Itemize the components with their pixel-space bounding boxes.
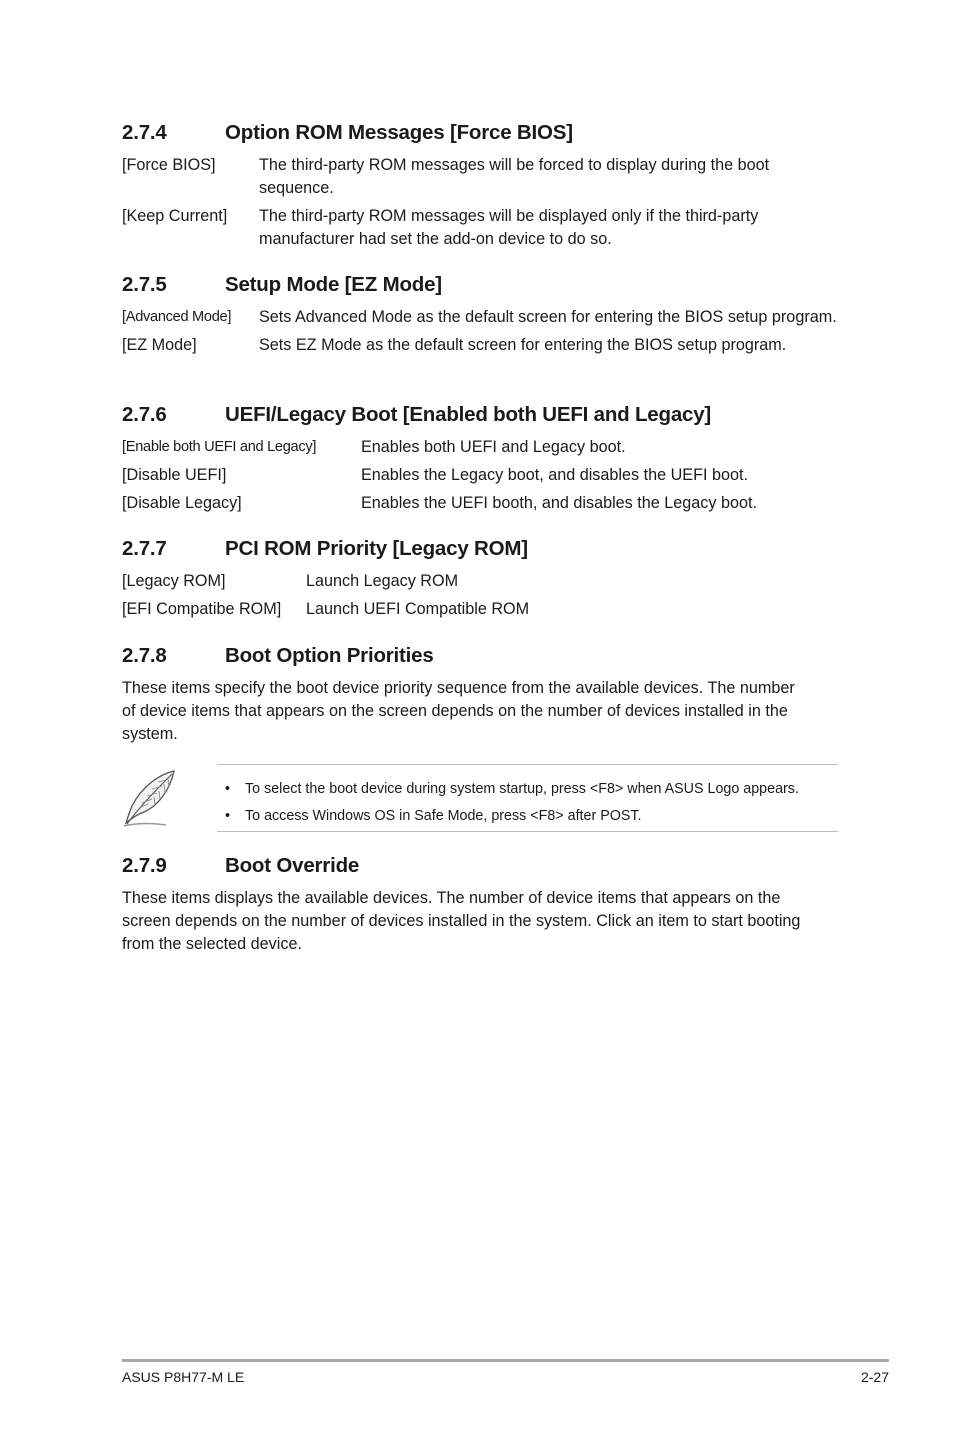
section-paragraph: These items specify the boot device priority sequence from the available devices. The number of device items that appears on the screen depends on the number of devices installed in the system. <box>122 679 795 743</box>
option-row <box>122 154 838 200</box>
bullet: • <box>225 781 231 797</box>
option-description: Launch UEFI Compatible ROM <box>306 600 530 618</box>
section-number: 2.7.6 <box>122 403 167 426</box>
section-option-rom-messages <box>122 120 838 251</box>
section-boot-option-priorities <box>122 643 838 746</box>
footer-rule <box>122 1359 889 1362</box>
option-description: Enables both UEFI and Legacy boot. <box>361 438 626 456</box>
footer-page-number: 2-27 <box>860 1369 889 1385</box>
footer-product-name: ASUS P8H77-M LE <box>122 1369 245 1385</box>
option-label: [Disable Legacy] <box>122 494 242 512</box>
section-title: Boot Option Priorities <box>225 644 434 667</box>
option-row <box>122 436 838 459</box>
section-number: 2.7.9 <box>122 854 167 877</box>
section-number: 2.7.4 <box>122 121 167 144</box>
option-label: [Enable both UEFI and Legacy] <box>122 439 317 455</box>
option-description: The third-party ROM messages will be displayed only if the third-party manufacturer had set the add-on device to do so. <box>259 207 759 248</box>
section-number: 2.7.5 <box>122 273 167 296</box>
note-divider-bottom <box>217 831 838 832</box>
option-description: Enables the Legacy boot, and disables the UEFI boot. <box>361 466 748 484</box>
option-row <box>122 464 838 487</box>
option-description: The third-party ROM messages will be forced to display during the boot sequence. <box>259 156 770 197</box>
option-description: Sets Advanced Mode as the default screen for entering the BIOS setup program. <box>259 308 837 326</box>
section-heading <box>122 120 838 146</box>
section-number: 2.7.7 <box>122 537 167 560</box>
section-title: Option ROM Messages [Force BIOS] <box>225 121 573 144</box>
section-setup-mode <box>122 272 838 357</box>
option-description: Launch Legacy ROM <box>306 572 459 590</box>
section-title: PCI ROM Priority [Legacy ROM] <box>225 537 528 560</box>
bullet: • <box>225 808 231 824</box>
section-title: Boot Override <box>225 854 360 877</box>
section-title: UEFI/Legacy Boot [Enabled both UEFI and Legacy] <box>225 403 712 426</box>
note-text: To access Windows OS in Safe Mode, press <F8> after POST. <box>245 808 642 824</box>
page-footer <box>122 1359 889 1385</box>
section-title: Setup Mode [EZ Mode] <box>225 273 442 296</box>
feather-quill-icon <box>122 768 180 828</box>
option-row <box>122 205 838 251</box>
section-boot-override <box>122 853 838 956</box>
section-heading <box>122 402 838 428</box>
option-row <box>122 334 838 357</box>
option-row <box>122 570 838 593</box>
section-heading <box>122 643 838 669</box>
section-pci-rom-priority <box>122 536 838 621</box>
section-heading <box>122 536 838 562</box>
section-number: 2.7.8 <box>122 644 167 667</box>
note-box <box>122 764 838 832</box>
footer-text <box>122 1369 889 1385</box>
note-item <box>225 803 799 830</box>
option-label: [Disable UEFI] <box>122 466 227 484</box>
option-label: [Legacy ROM] <box>122 572 226 590</box>
option-label: [Keep Current] <box>122 207 228 225</box>
note-list <box>225 776 799 830</box>
option-row <box>122 306 838 329</box>
option-label: [EFI Compatibe ROM] <box>122 600 282 618</box>
option-label: [Advanced Mode] <box>122 309 232 325</box>
section-heading <box>122 853 838 879</box>
section-heading <box>122 272 838 298</box>
note-item <box>225 776 799 803</box>
option-description: Sets EZ Mode as the default screen for entering the BIOS setup program. <box>259 336 787 354</box>
option-label: [Force BIOS] <box>122 156 216 174</box>
note-text: To select the boot device during system startup, press <F8> when ASUS Logo appears. <box>245 781 799 797</box>
section-paragraph: These items displays the available devices. The number of device items that appears on the screen depends on the number of devices installed in the system. Click an item to start booting from the selected device. <box>122 889 801 953</box>
note-divider-top <box>217 764 838 765</box>
option-row <box>122 492 838 515</box>
option-label: [EZ Mode] <box>122 336 197 354</box>
option-row <box>122 598 838 621</box>
section-uefi-legacy-boot <box>122 402 838 515</box>
option-description: Enables the UEFI booth, and disables the Legacy boot. <box>361 494 757 512</box>
